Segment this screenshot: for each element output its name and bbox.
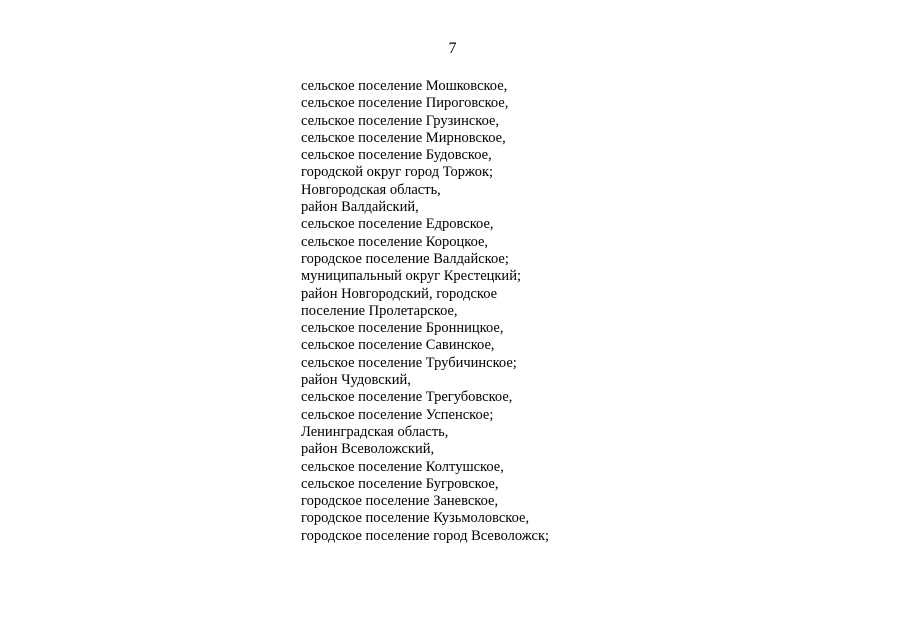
text-line: сельское поселение Мошковское,: [301, 78, 508, 94]
text-line: сельское поселение Бронницкое,: [301, 320, 504, 337]
text-line: район Валдайский,: [301, 199, 419, 216]
text-line: сельское поселение Бугровское,: [301, 475, 499, 492]
text-line: сельское поселение Савинское,: [301, 337, 495, 354]
text-line: городское поселение Кузьмоловское,: [301, 510, 530, 527]
text-line: сельское поселение Трубичинское;: [301, 354, 517, 371]
text-line: сельское поселение Пироговское,: [301, 95, 509, 112]
document-text: [301, 78, 601, 545]
text-line: сельское поселение Едровское,: [301, 216, 494, 233]
text-line: сельское поселение Грузинское,: [301, 112, 500, 129]
text-line: сельское поселение Трегубовское,: [301, 389, 513, 406]
text-line: район Чудовский,: [301, 372, 411, 389]
text-line: Ленинградская область,: [301, 423, 449, 440]
text-line: городской округ город Торжок;: [301, 164, 494, 181]
page-number: 7: [448, 40, 457, 57]
text-line: муниципальный округ Крестецкий;: [301, 268, 521, 285]
text-line: сельское поселение Мирновское,: [301, 129, 506, 146]
text-line: Новгородская область,: [301, 181, 441, 198]
text-line: сельское поселение Успенское;: [301, 406, 494, 423]
text-line: сельское поселение Колтушское,: [301, 458, 504, 475]
text-line: городское поселение Заневское,: [301, 493, 499, 510]
text-line: городское поселение Валдайское;: [301, 250, 509, 267]
text-line: сельское поселение Короцкое,: [301, 233, 489, 250]
text-line: район Всеволожский,: [301, 441, 435, 458]
text-line: сельское поселение Будовское,: [301, 147, 492, 164]
text-line: район Новгородский, городское: [301, 285, 498, 302]
text-line: городское поселение город Всеволожск;: [301, 527, 550, 544]
text-line: поселение Пролетарское,: [301, 302, 458, 319]
